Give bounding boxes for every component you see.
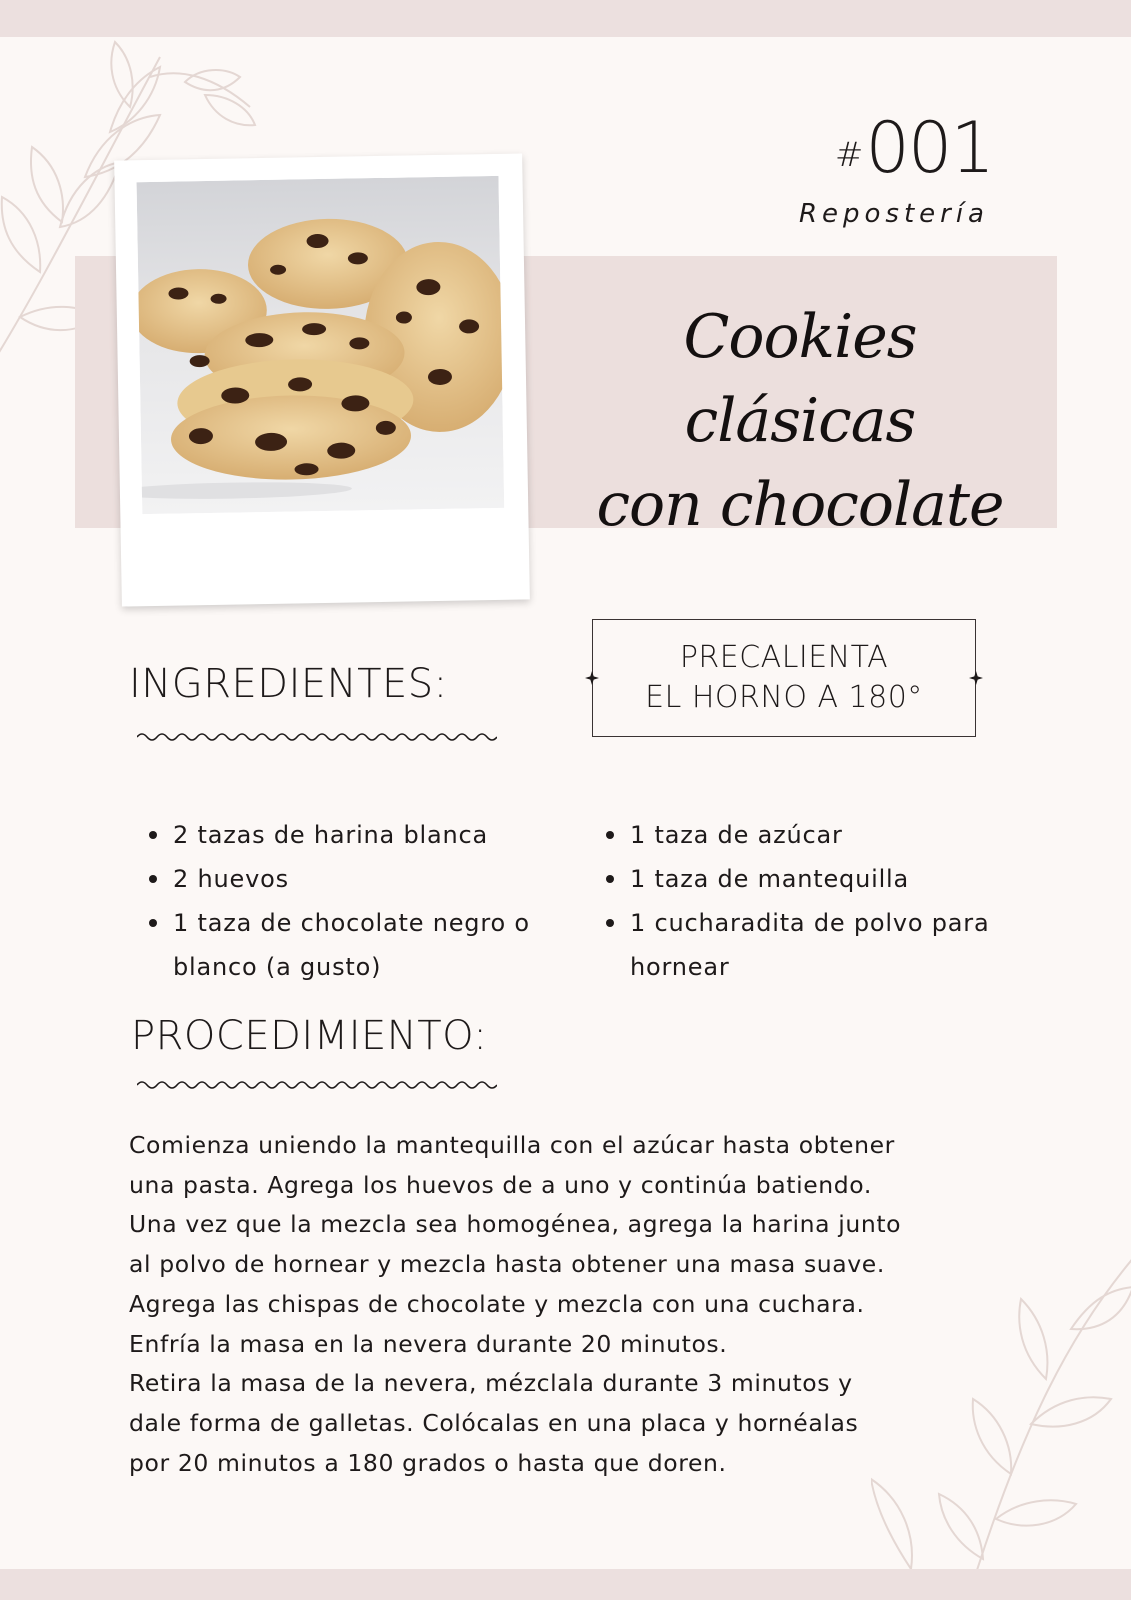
preheat-line2: EL HORNO A 180° <box>645 680 923 715</box>
ingredients-heading: INGREDIENTES: <box>129 661 448 707</box>
procedure-line: por 20 minutos a 180 grados o hasta que doren. <box>129 1448 727 1477</box>
list-item: 1 cucharadita de polvo para hornear <box>630 901 1030 989</box>
list-item: 2 tazas de harina blanca <box>173 813 613 857</box>
preheat-line1: PRECALIENTA <box>679 640 889 675</box>
procedure-text <box>129 1126 1029 1483</box>
procedure-line: Una vez que la mezcla sea homogénea, agrega la harina junto <box>129 1210 902 1239</box>
procedure-line: una pasta. Agrega los huevos de a uno y continúa batiendo. <box>129 1170 872 1199</box>
procedure-heading: PROCEDIMIENTO: <box>131 1013 488 1059</box>
list-item: 1 taza de mantequilla <box>630 857 1030 901</box>
cookie-photo <box>137 176 505 514</box>
recipe-title-line1: Cookies clásicas <box>683 302 917 456</box>
recipe-number-hash: # <box>834 135 864 175</box>
recipe-title <box>580 295 1020 547</box>
procedure-line: Enfría la masa en la nevera durante 20 minutos. <box>129 1329 728 1358</box>
list-item: 1 taza de azúcar <box>630 813 1030 857</box>
ingredients-list-right <box>586 813 1030 989</box>
preheat-note <box>592 619 976 737</box>
procedure-line: dale forma de galletas. Colócalas en una placa y hornéalas <box>129 1408 859 1437</box>
procedure-line: al polvo de hornear y mezcla hasta obtener una masa suave. <box>129 1250 885 1279</box>
list-item: 1 taza de chocolate negro o blanco (a gusto) <box>173 901 613 989</box>
wavy-divider <box>137 1079 497 1091</box>
wavy-divider <box>137 731 497 743</box>
procedure-line: Retira la masa de la nevera, mézclala durante 3 minutos y <box>129 1369 853 1398</box>
recipe-title-line2: con chocolate <box>596 470 1004 540</box>
sparkle-icon <box>969 671 983 685</box>
procedure-line: Comienza uniendo la mantequilla con el azúcar hasta obtener <box>129 1131 895 1159</box>
sparkle-icon <box>585 671 599 685</box>
recipe-category: Repostería <box>798 199 989 229</box>
recipe-page <box>0 37 1131 1569</box>
ingredients-list-left <box>129 813 613 989</box>
list-item: 2 huevos <box>173 857 613 901</box>
recipe-number <box>834 107 993 189</box>
recipe-number-value: 001 <box>865 107 993 189</box>
procedure-line: Agrega las chispas de chocolate y mezcla con una cuchara. <box>129 1289 865 1318</box>
polaroid-frame <box>114 153 530 606</box>
